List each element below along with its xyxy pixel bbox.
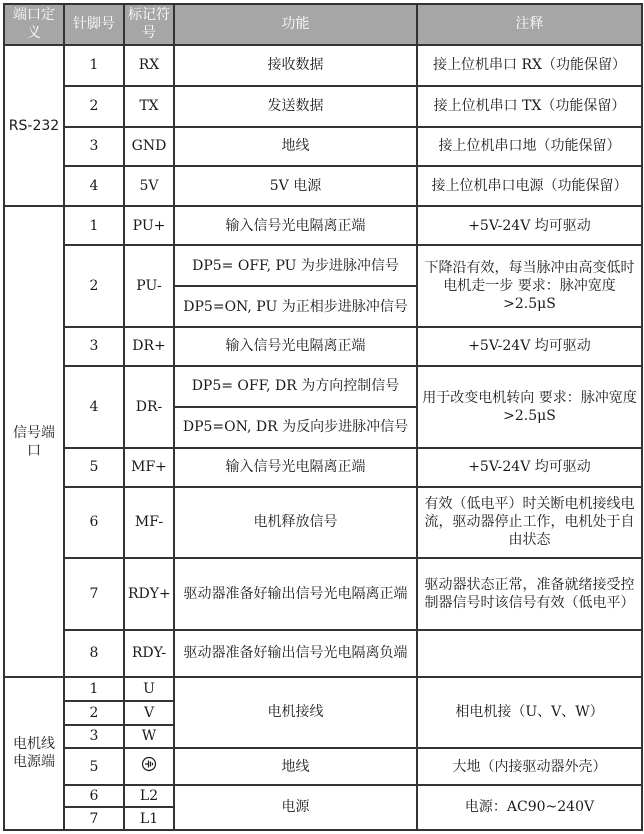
pin-note: +5V-24V 均可驱动 [418,328,643,367]
table-row [5,449,643,488]
pin-note: 用于改变电机转向 要求：脉冲宽度 >2.5μS [418,367,643,449]
pin-note: 接上位机串口电源（功能保留） [418,167,643,208]
section-rs232: RS-232 [5,46,65,208]
pin-symbol: W [125,726,175,750]
pin-symbol: U [125,678,175,703]
table-row [5,207,643,246]
pin-function: 电机接线 [175,678,418,750]
header-function: 功能 [175,5,418,46]
pin-function: 输入信号光电隔离正端 [175,207,418,246]
pin-number: 5 [65,749,125,786]
pin-note: 大地（内接驱动器外壳） [418,749,643,786]
pin-note: +5V-24V 均可驱动 [418,207,643,246]
pin-symbol: V [125,702,175,726]
pin-symbol: GND [125,128,175,167]
pin-note: 电源：AC90~240V [418,786,643,831]
pin-number: 6 [65,488,125,560]
pin-symbol: PU+ [125,207,175,246]
table-row [5,328,643,367]
pin-symbol: L1 [125,808,175,831]
pin-symbol: 5V [125,167,175,208]
pin-symbol [125,749,175,786]
pin-number: 4 [65,167,125,208]
table-row [5,749,643,786]
pin-number: 3 [65,726,125,750]
pin-symbol: DR+ [125,328,175,367]
pin-function: 地线 [175,128,418,167]
pin-function: 接收数据 [175,46,418,87]
pin-number: 2 [65,702,125,726]
pin-number: 2 [65,87,125,128]
pin-number: 7 [65,559,125,631]
table-row [5,559,643,631]
pin-function: 5V 电源 [175,167,418,208]
header-pin-no: 针脚号 [65,5,125,46]
pin-note: 接上位机串口地（功能保留） [418,128,643,167]
pin-function: 驱动器准备好输出信号光电隔离正端 [175,559,418,631]
pin-number: 6 [65,786,125,808]
table-row [5,631,643,678]
pin-note: +5V-24V 均可驱动 [418,449,643,488]
pin-definition-table [3,3,643,831]
header-row [5,5,643,46]
table-row [5,678,643,703]
pin-note: 下降沿有效，每当脉冲由高变低时电机走一步 要求：脉冲宽度 >2.5μS [418,246,643,328]
pin-note: 接上位机串口 RX（功能保留） [418,46,643,87]
pin-function: 输入信号光电隔离正端 [175,328,418,367]
pin-symbol: L2 [125,786,175,808]
pin-note: 相电机接（U、V、W） [418,678,643,750]
pin-note: 驱动器状态正常，准备就绪接受控制器信号时该信号有效（低电平） [418,559,643,631]
pin-function: 发送数据 [175,87,418,128]
pin-symbol: MF+ [125,449,175,488]
pin-function-dp5-off: DP5= OFF, DR 为方向控制信号 [175,367,418,408]
ground-symbol-icon [141,756,157,777]
pin-symbol: TX [125,87,175,128]
pin-number: 8 [65,631,125,678]
pin-number: 3 [65,328,125,367]
pin-symbol: RDY- [125,631,175,678]
section-signal: 信号端口 [5,207,65,677]
pin-symbol: RX [125,46,175,87]
pin-note: 有效（低电平）时关断电机接线电流，驱动器停止工作，电机处于自由状态 [418,488,643,560]
section-motor-power: 电机线电源端 [5,678,65,831]
header-port-def: 端口定义 [5,5,65,46]
pin-note [418,631,643,678]
pin-number: 1 [65,46,125,87]
pin-function: 驱动器准备好输出信号光电隔离负端 [175,631,418,678]
table-row [5,87,643,128]
table-row [5,488,643,560]
pin-symbol: DR- [125,367,175,449]
pin-function-dp5-on: DP5=ON, DR 为反向步进脉冲信号 [175,408,418,449]
pin-number: 5 [65,449,125,488]
pin-function: 地线 [175,749,418,786]
pin-number: 7 [65,808,125,831]
pin-symbol: RDY+ [125,559,175,631]
table-row [5,246,643,287]
pin-function: 输入信号光电隔离正端 [175,449,418,488]
table-row [5,167,643,208]
pin-symbol: PU- [125,246,175,328]
pin-number: 2 [65,246,125,328]
pin-number: 4 [65,367,125,449]
pin-function-dp5-off: DP5= OFF, PU 为步进脉冲信号 [175,246,418,287]
pin-number: 1 [65,678,125,703]
pin-symbol: MF- [125,488,175,560]
pin-function-dp5-on: DP5=ON, PU 为正相步进脉冲信号 [175,287,418,328]
table-row [5,128,643,167]
pin-note: 接上位机串口 TX（功能保留） [418,87,643,128]
pin-function: 电源 [175,786,418,831]
table-row [5,786,643,808]
pin-function: 电机释放信号 [175,488,418,560]
pin-number: 3 [65,128,125,167]
header-note: 注释 [418,5,643,46]
header-symbol: 标记符号 [125,5,175,46]
table-row [5,46,643,87]
table-row [5,367,643,408]
pin-number: 1 [65,207,125,246]
